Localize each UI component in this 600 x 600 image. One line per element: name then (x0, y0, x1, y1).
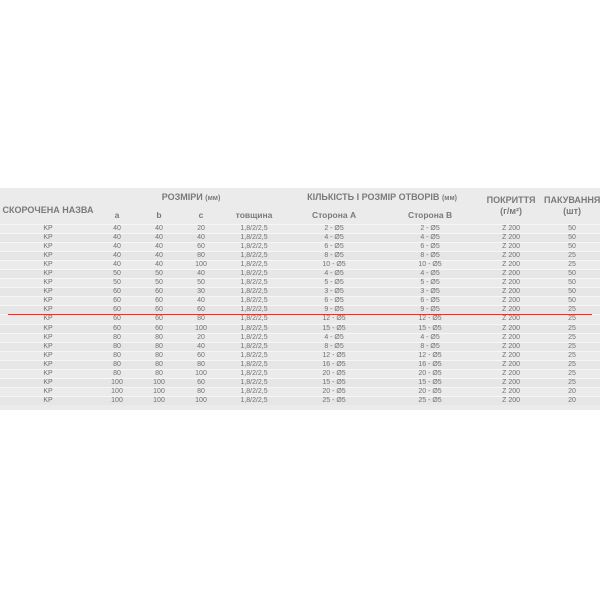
cell-b: 100 (153, 387, 165, 395)
cell-name: KP (43, 333, 53, 341)
cell-side-a: 12 - Ø5 (322, 315, 346, 323)
table-row (0, 288, 600, 297)
cell-b: 80 (155, 342, 163, 350)
cell-a: 80 (113, 333, 121, 341)
cell-thickness: 1,8/2/2,5 (240, 360, 268, 368)
cell-c: 60 (197, 378, 205, 386)
cell-b: 100 (153, 378, 165, 386)
header-dimensions (96, 188, 286, 205)
header-col-b: b (156, 209, 162, 220)
cell-c: 40 (197, 234, 205, 242)
cell-side-b: 5 - Ø5 (420, 279, 440, 287)
cell-name: KP (43, 387, 53, 395)
cell-a: 80 (113, 342, 121, 350)
table-row (0, 315, 600, 324)
cell-coating: Z 200 (502, 279, 520, 287)
cell-name: KP (43, 297, 53, 305)
cell-b: 60 (155, 315, 163, 323)
cell-thickness: 1,8/2/2,5 (240, 252, 268, 260)
cell-a: 100 (111, 387, 123, 395)
cell-b: 60 (155, 324, 163, 332)
cell-side-a: 8 - Ø5 (324, 252, 344, 260)
table-wrapper (0, 188, 600, 405)
cell-side-a: 20 - Ø5 (322, 387, 346, 395)
cell-coating: Z 200 (502, 387, 520, 395)
cell-thickness: 1,8/2/2,5 (240, 378, 268, 386)
cell-side-b: 20 - Ø5 (418, 387, 442, 395)
cell-side-b: 6 - Ø5 (420, 243, 440, 251)
cell-thickness: 1,8/2/2,5 (240, 243, 268, 251)
header-holes-label: КІЛЬКІСТЬ І РОЗМІР ОТВОРІВ (307, 191, 440, 202)
table-head (0, 188, 600, 225)
table-row (0, 297, 600, 306)
cell-thickness: 1,8/2/2,5 (240, 261, 268, 269)
cell-name: KP (43, 279, 53, 287)
cell-coating: Z 200 (502, 351, 520, 359)
cell-thickness: 1,8/2/2,5 (240, 351, 268, 359)
cell-packing: 25 (568, 333, 576, 341)
cell-b: 80 (155, 333, 163, 341)
cell-packing: 50 (568, 297, 576, 305)
cell-a: 60 (113, 324, 121, 332)
cell-side-b: 15 - Ø5 (418, 378, 442, 386)
header-holes-unit: (мм) (441, 194, 457, 202)
cell-side-b: 4 - Ø5 (420, 234, 440, 242)
cell-coating: Z 200 (502, 360, 520, 368)
cell-coating: Z 200 (502, 225, 520, 233)
cell-coating: Z 200 (502, 270, 520, 278)
header-holes (286, 188, 478, 205)
cell-a: 60 (113, 315, 121, 323)
cell-a: 40 (113, 234, 121, 242)
cell-thickness: 1,8/2/2,5 (240, 234, 268, 242)
cell-coating: Z 200 (502, 234, 520, 242)
cell-b: 50 (155, 279, 163, 287)
cell-packing: 25 (568, 378, 576, 386)
cell-a: 100 (111, 378, 123, 386)
cell-coating: Z 200 (502, 369, 520, 377)
table-row (0, 243, 600, 252)
table-row (0, 270, 600, 279)
cell-c: 20 (197, 225, 205, 233)
cell-c: 60 (197, 351, 205, 359)
cell-coating: Z 200 (502, 297, 520, 305)
cell-name: KP (43, 270, 53, 278)
cell-c: 60 (197, 243, 205, 251)
cell-c: 100 (195, 369, 207, 377)
cell-side-b: 15 - Ø5 (418, 324, 442, 332)
cell-b: 50 (155, 270, 163, 278)
cell-c: 40 (197, 342, 205, 350)
cell-packing: 20 (568, 396, 576, 404)
cell-side-b: 10 - Ø5 (418, 261, 442, 269)
cell-name: KP (43, 261, 53, 269)
cell-name: KP (43, 225, 53, 233)
cell-a: 40 (113, 225, 121, 233)
cell-thickness: 1,8/2/2,5 (240, 288, 268, 296)
cell-a: 50 (113, 279, 121, 287)
cell-coating: Z 200 (502, 252, 520, 260)
cell-b: 60 (155, 297, 163, 305)
cell-packing: 50 (568, 234, 576, 242)
cell-packing: 50 (568, 225, 576, 233)
cell-coating: Z 200 (502, 396, 520, 404)
cell-c: 100 (195, 396, 207, 404)
cell-side-b: 4 - Ø5 (420, 270, 440, 278)
cell-side-b: 12 - Ø5 (418, 351, 442, 359)
cell-packing: 25 (568, 351, 576, 359)
cell-name: KP (43, 378, 53, 386)
cell-packing: 50 (568, 279, 576, 287)
cell-name: KP (43, 288, 53, 296)
cell-packing: 20 (568, 387, 576, 395)
cell-coating: Z 200 (502, 288, 520, 296)
cell-thickness: 1,8/2/2,5 (240, 279, 268, 287)
cell-side-a: 6 - Ø5 (324, 297, 344, 305)
cell-thickness: 1,8/2/2,5 (240, 396, 268, 404)
spec-table-panel (0, 188, 600, 410)
cell-c: 100 (195, 261, 207, 269)
cell-a: 80 (113, 360, 121, 368)
header-dimensions-unit: (мм) (205, 194, 221, 202)
cell-packing: 25 (568, 324, 576, 332)
cell-side-a: 8 - Ø5 (324, 342, 344, 350)
cell-packing: 25 (568, 342, 576, 350)
table-row (0, 396, 600, 405)
cell-side-a: 20 - Ø5 (322, 369, 346, 377)
cell-packing: 50 (568, 243, 576, 251)
cell-side-a: 5 - Ø5 (324, 279, 344, 287)
cell-name: KP (43, 396, 53, 404)
header-side-b: Сторона В (407, 209, 453, 220)
cell-b: 40 (155, 243, 163, 251)
cell-a: 100 (111, 396, 123, 404)
cell-b: 60 (155, 306, 163, 314)
cell-a: 60 (113, 297, 121, 305)
cell-name: KP (43, 360, 53, 368)
header-col-c: c (198, 209, 204, 220)
cell-side-a: 15 - Ø5 (322, 378, 346, 386)
cell-b: 80 (155, 369, 163, 377)
cell-side-a: 4 - Ø5 (324, 234, 344, 242)
cell-name: KP (43, 306, 53, 314)
cell-a: 40 (113, 261, 121, 269)
cell-side-b: 16 - Ø5 (418, 360, 442, 368)
cell-coating: Z 200 (502, 306, 520, 314)
header-side-a: Сторона А (311, 209, 357, 220)
cell-b: 80 (155, 351, 163, 359)
cell-coating: Z 200 (502, 243, 520, 251)
cell-coating: Z 200 (502, 342, 520, 350)
cell-side-a: 4 - Ø5 (324, 270, 344, 278)
cell-packing: 50 (568, 270, 576, 278)
cell-b: 40 (155, 234, 163, 242)
cell-thickness: 1,8/2/2,5 (240, 297, 268, 305)
cell-c: 100 (195, 324, 207, 332)
table-row (0, 225, 600, 234)
cell-c: 80 (197, 252, 205, 260)
cell-c: 40 (197, 270, 205, 278)
cell-packing: 50 (568, 288, 576, 296)
cell-side-b: 4 - Ø5 (420, 333, 440, 341)
header-dimensions-label: РОЗМІРИ (161, 191, 203, 202)
cell-thickness: 1,8/2/2,5 (240, 342, 268, 350)
cell-packing: 25 (568, 360, 576, 368)
cell-side-a: 10 - Ø5 (322, 261, 346, 269)
cell-name: KP (43, 369, 53, 377)
header-packing (544, 188, 600, 225)
cell-side-b: 3 - Ø5 (420, 288, 440, 296)
cell-b: 40 (155, 252, 163, 260)
table-row (0, 369, 600, 378)
header-coating-label: ПОКРИТТЯ (486, 195, 536, 205)
cell-name: KP (43, 351, 53, 359)
cell-side-b: 12 - Ø5 (418, 315, 442, 323)
header-thickness: товщина (235, 209, 273, 220)
header-coating (478, 188, 544, 225)
header-packing-label: ПАКУВАННЯ (544, 195, 600, 205)
cell-thickness: 1,8/2/2,5 (240, 333, 268, 341)
cell-name: KP (43, 315, 53, 323)
table-row (0, 387, 600, 396)
cell-a: 60 (113, 306, 121, 314)
cell-name: KP (43, 324, 53, 332)
cell-thickness: 1,8/2/2,5 (240, 225, 268, 233)
cell-side-b: 6 - Ø5 (420, 297, 440, 305)
cell-packing: 25 (568, 369, 576, 377)
cell-a: 80 (113, 351, 121, 359)
cell-side-b: 25 - Ø5 (418, 396, 442, 404)
cell-side-b: 8 - Ø5 (420, 252, 440, 260)
cell-side-a: 3 - Ø5 (324, 288, 344, 296)
cell-coating: Z 200 (502, 378, 520, 386)
header-coating-unit: (г/м²) (500, 206, 522, 216)
cell-coating: Z 200 (502, 333, 520, 341)
table-row (0, 279, 600, 288)
cell-packing: 25 (568, 252, 576, 260)
cell-c: 80 (197, 315, 205, 323)
cell-c: 40 (197, 297, 205, 305)
header-packing-unit: (шт) (563, 206, 581, 216)
cell-packing: 25 (568, 261, 576, 269)
cell-coating: Z 200 (502, 261, 520, 269)
cell-thickness: 1,8/2/2,5 (240, 324, 268, 332)
spec-table (0, 188, 600, 405)
cell-b: 40 (155, 261, 163, 269)
cell-b: 40 (155, 225, 163, 233)
cell-thickness: 1,8/2/2,5 (240, 369, 268, 377)
cell-name: KP (43, 243, 53, 251)
cell-c: 30 (197, 288, 205, 296)
cell-name: KP (43, 342, 53, 350)
table-row (0, 324, 600, 333)
cell-name: KP (43, 252, 53, 260)
cell-side-a: 4 - Ø5 (324, 333, 344, 341)
cell-side-a: 6 - Ø5 (324, 243, 344, 251)
cell-c: 50 (197, 279, 205, 287)
table-row (0, 261, 600, 270)
cell-thickness: 1,8/2/2,5 (240, 306, 268, 314)
cell-side-a: 9 - Ø5 (324, 306, 344, 314)
table-row (0, 252, 600, 261)
cell-c: 60 (197, 306, 205, 314)
cell-b: 100 (153, 396, 165, 404)
cell-c: 20 (197, 333, 205, 341)
table-row (0, 333, 600, 342)
cell-side-a: 15 - Ø5 (322, 324, 346, 332)
table-row (0, 378, 600, 387)
cell-c: 80 (197, 360, 205, 368)
cell-b: 80 (155, 360, 163, 368)
cell-thickness: 1,8/2/2,5 (240, 270, 268, 278)
cell-name: KP (43, 234, 53, 242)
cell-side-b: 8 - Ø5 (420, 342, 440, 350)
header-name: СКОРОЧЕНА НАЗВА (2, 204, 94, 215)
highlight-line (8, 314, 592, 315)
cell-side-a: 25 - Ø5 (322, 396, 346, 404)
cell-side-a: 16 - Ø5 (322, 360, 346, 368)
cell-coating: Z 200 (502, 324, 520, 332)
cell-thickness: 1,8/2/2,5 (240, 315, 268, 323)
cell-side-a: 2 - Ø5 (324, 225, 344, 233)
cell-a: 60 (113, 288, 121, 296)
table-row (0, 351, 600, 360)
cell-side-b: 2 - Ø5 (420, 225, 440, 233)
cell-a: 40 (113, 252, 121, 260)
cell-thickness: 1,8/2/2,5 (240, 387, 268, 395)
cell-b: 60 (155, 288, 163, 296)
cell-coating: Z 200 (502, 315, 520, 323)
table-row (0, 360, 600, 369)
table-row (0, 234, 600, 243)
cell-a: 80 (113, 369, 121, 377)
cell-c: 80 (197, 387, 205, 395)
header-col-a: a (114, 209, 120, 220)
cell-side-b: 20 - Ø5 (418, 369, 442, 377)
cell-side-a: 12 - Ø5 (322, 351, 346, 359)
cell-packing: 25 (568, 315, 576, 323)
table-row (0, 342, 600, 351)
cell-packing: 25 (568, 306, 576, 314)
cell-a: 50 (113, 270, 121, 278)
cell-a: 40 (113, 243, 121, 251)
cell-side-b: 9 - Ø5 (420, 306, 440, 314)
